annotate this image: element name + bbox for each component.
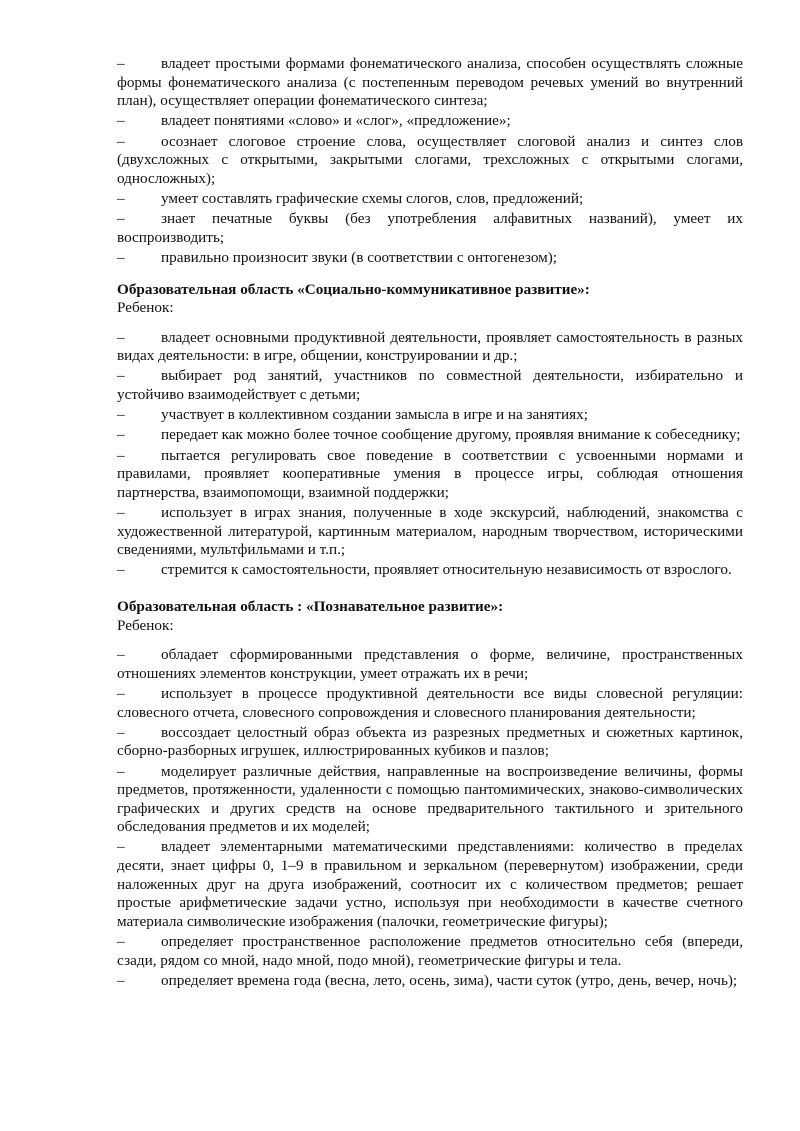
list-item bbox=[117, 561, 743, 580]
document-page bbox=[117, 55, 743, 992]
section-social-communicative bbox=[117, 281, 743, 580]
dash-marker: – bbox=[117, 248, 125, 266]
list-item-text: передает как можно более точное сообщение другому, проявляя внимание к собеседнику; bbox=[161, 426, 741, 444]
dash-marker: – bbox=[117, 112, 125, 130]
dash-marker: – bbox=[117, 561, 125, 579]
dash-marker: – bbox=[117, 723, 125, 741]
list-item-text: использует в играх знания, полученные в ходе экскурсий, наблюдений, знакомства с художественной литературой, картинным материалом, народным творчеством, историческими сведениями, мультфильмами и т.п.; bbox=[117, 504, 743, 559]
list-item bbox=[117, 210, 743, 247]
dash-marker: – bbox=[117, 406, 125, 424]
list-item bbox=[117, 933, 743, 970]
list-item-text: владеет простыми формами фонематического анализа, способен осуществлять сложные формы фонематического анализа (с постепенным переводом речевых умений во внутренний план), осуществляет операции фонематического синтеза; bbox=[117, 55, 743, 110]
dash-marker: – bbox=[117, 328, 125, 346]
section-heading: Образовательная область «Социально-коммуникативное развитие»: bbox=[117, 280, 590, 298]
list-item-text: умеет составлять графические схемы слогов, слов, предложений; bbox=[161, 189, 584, 207]
dash-marker: – bbox=[117, 504, 125, 521]
list-item bbox=[117, 249, 743, 268]
dash-marker: – bbox=[117, 646, 125, 664]
list-item-text: знает печатные буквы (без употребления алфавитных названий), умеет их воспроизводить; bbox=[117, 210, 743, 246]
list-item bbox=[117, 112, 743, 131]
section-lead: Ребенок: bbox=[117, 299, 174, 317]
dash-marker: – bbox=[117, 189, 125, 207]
dash-marker: – bbox=[117, 684, 125, 702]
list-item bbox=[117, 838, 743, 931]
list-item bbox=[117, 426, 743, 445]
list-item-text: владеет понятиями «слово» и «слог», «предложение»; bbox=[161, 112, 511, 130]
list-item bbox=[117, 133, 743, 189]
dash-marker: – bbox=[117, 933, 125, 951]
list-item bbox=[117, 190, 743, 209]
list-item bbox=[117, 329, 743, 366]
dash-marker: – bbox=[117, 55, 125, 72]
dash-marker: – bbox=[117, 367, 125, 385]
list-item bbox=[117, 406, 743, 425]
list-item-text: моделирует различные действия, направленные на воспроизведение величины, формы предметов, протяженности, удаленности с помощью пантомимических, знаково-символических графических и других средств на основе предварительного тактильного и зрительного обследования предметов и их моделей; bbox=[117, 762, 743, 836]
list-item-text: использует в процессе продуктивной деятельности все виды словесной регуляции: словесного отчета, словесного сопровождения и словесного планирования деятельности; bbox=[117, 684, 743, 721]
list-item-text: обладает сформированными представления о форме, величине, пространственных отношениях элементов конструкции, умеет отражать их в речи; bbox=[117, 646, 743, 682]
dash-marker: – bbox=[117, 446, 125, 464]
list-item bbox=[117, 55, 743, 111]
list-item bbox=[117, 646, 743, 683]
list-item-text: стремится к самостоятельности, проявляет относительную независимость от взрослого. bbox=[161, 561, 732, 579]
dash-marker: – bbox=[117, 838, 125, 856]
section-lead: Ребенок: bbox=[117, 616, 174, 634]
list-item-text: правильно произносит звуки (в соответствии с онтогенезом); bbox=[161, 248, 558, 266]
list-item bbox=[117, 367, 743, 404]
list-item-text: владеет элементарными математическими представлениями: количество в пределах десяти, знает цифры 0, 1–9 в правильном и зеркальном (перевернутом) изображении, среди наложенных друг на друга изображений, соотносит их с количеством предметов; решает простые арифметические задачи устно, используя при необходимости в качестве счетного материала символические изображения (палочки, геометрические фигуры); bbox=[117, 838, 743, 930]
list-item-text: пытается регулировать свое поведение в соответствии с усвоенными нормами и правилами, проявляет кооперативные умения в процессе игры, соблюдая отношения партнерства, взаимопомощи, взаимной поддержки; bbox=[117, 446, 743, 501]
list-item-text: выбирает род занятий, участников по совместной деятельности, избирательно и устойчиво взаимодействует с детьми; bbox=[117, 367, 743, 404]
list-item-text: участвует в коллективном создании замысла в игре и на занятиях; bbox=[161, 406, 588, 424]
section-cognitive bbox=[117, 598, 743, 990]
list-item bbox=[117, 972, 743, 991]
list-item bbox=[117, 724, 743, 761]
list-item-text: воссоздает целостный образ объекта из разрезных предметных и сюжетных картинок, сборно-разборных игрушек, иллюстрированных кубиков и пазлов; bbox=[117, 723, 743, 760]
dash-marker: – bbox=[117, 132, 125, 150]
dash-marker: – bbox=[117, 762, 125, 780]
list-item bbox=[117, 685, 743, 722]
intro-list bbox=[117, 55, 743, 268]
list-item-text: осознает слоговое строение слова, осуществляет слоговой анализ и синтез слов (двухсложных с открытыми, закрытыми слогами, трехсложных с открытыми слогами, односложных); bbox=[117, 132, 743, 187]
list-item-text: определяет пространственное расположение предметов относительно себя (впереди, сзади, рядом со мной, надо мной, подо мной), геометрические фигуры и тела. bbox=[117, 933, 743, 969]
list-item-text: владеет основными продуктивной деятельности, проявляет самостоятельность в разных видах деятельности: в игре, общении, конструировании и др.; bbox=[117, 328, 743, 365]
section-heading: Образовательная область : «Познавательное развитие»: bbox=[117, 597, 504, 615]
dash-marker: – bbox=[117, 210, 125, 228]
list-item bbox=[117, 447, 743, 503]
list-item bbox=[117, 763, 743, 837]
list-item-text: определяет времена года (весна, лето, осень, зима), части суток (утро, день, вечер, ночь); bbox=[161, 971, 738, 989]
list-item bbox=[117, 504, 743, 560]
dash-marker: – bbox=[117, 971, 125, 989]
dash-marker: – bbox=[117, 426, 125, 444]
